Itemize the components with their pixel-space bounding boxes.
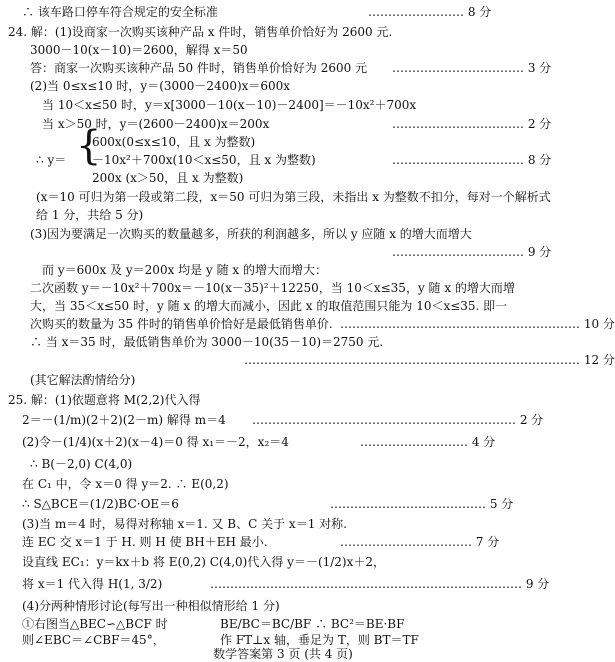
score-9: ………………………………… 5 分 [330,497,514,511]
line-19: (其它解法酌情给分) [30,373,136,387]
line-12: 给 1 分，共给 5 分) [36,208,144,222]
line-11: (x＝10 可归为第一段或第二段，x＝50 可归为第三段，未指出 x 为整数不扣分，每对一个解析式 [36,190,551,204]
line-23: ∴ B(－2,0) C(4,0) [30,457,133,471]
line-26: (3)当 m＝4 时，易得对称轴 x＝1. 又 B、C 关于 x＝1 对称. [22,517,347,531]
line-31: ①右图当△BEC∽△BCF 时 [22,617,168,631]
line-29: 将 x＝1 代入得 H(1, 3/2) [22,577,163,591]
line-4: (2)当 0≤x≤10 时，y＝(3000－2400)x＝600x [30,79,291,93]
line-27: 连 EC 交 x＝1 于 H. 则 H 使 BH＋EH 最小. [22,535,268,549]
score-11: …………………………………………………………………… 9 分 [210,577,550,591]
line-9: －10x²＋700x(10＜x≤50，且 x 为整数) [92,153,316,167]
score-4: …………………………… 9 分 [392,245,552,259]
line-18: ∴ 当 x＝35 时，最低销售单价为 3000－10(35－10)＝2750 元. [30,335,384,349]
line-3: 答：商家一次购买该种产品 50 件时，销售单价恰好为 2600 元 [30,61,368,75]
line-14: 而 y＝600x 及 y＝200x 均是 y 随 x 的增大而增大： [42,263,327,277]
score-5: …………………………………………………… 10 分 [340,317,615,331]
score-10: …………………………… 7 分 [340,535,500,549]
line-7: 600x(0≤x≤10，且 x 为整数) [92,135,256,149]
line-32: 则∠EBC＝∠CBF＝45°， [22,633,165,647]
line-5: 当 10＜x≤50 时，y＝x[3000－10(x－10)－2400]＝－10x²＋700x [42,98,417,112]
line-13: (3)因为要满足一次购买的数量越多，所获的利润越多，所以 y 应随 x 的增大而增大 [30,227,472,241]
line-0: ∴ 该车路口停车符合规定的安全标准 [22,5,218,19]
line-22: (2)令－(1/4)(x＋2)(x－4)＝0 得 x₁＝－2，x₂＝4 [22,435,289,449]
score-6: ………………………………………………………………………… 12 分 [244,353,615,367]
score-0: …………………… 8 分 [368,5,492,19]
score-3: …………………………… 8 分 [392,153,552,167]
piecewise-brace: { [76,123,102,169]
line-21: 2＝－(1/m)(2＋2)(2－m) 解得 m＝4 [22,413,226,427]
line-16: 大，当 35＜x≤50 时，y 随 x 的增大而减小，因此 x 的取值范围只能为 10＜x≤35. 即一 [30,299,508,313]
line-1: 24. 解：(1)设商家一次购买该种产品 x 件时，销售单价恰好为 2600 元. [8,25,393,39]
line-25: ∴ S△BCE＝(1/2)BC·OE＝6 [22,497,179,511]
line-17: 次购买的数量为 35 件时的销售单价恰好是最低销售单价. [30,317,333,331]
score-2: …………………………… 2 分 [392,117,552,131]
line-20: 25. 解：(1)依题意将 M(2,2)代入得 [8,393,201,407]
score-8: ……………………… 4 分 [360,435,496,449]
line-30: (4)分两种情形讨论(每写出一种相似情形给 1 分) [22,599,280,613]
page-footer: 数学答案第 3 页 (共 4 页) [213,647,353,661]
line-10: 200x (x＞50，且 x 为整数) [92,171,244,185]
line-8: ∴ y＝ [36,153,67,167]
line-33: BE/BC＝BC/BF ∴ BC²＝BE·BF [220,617,405,631]
line-2: 3000－10(x－10)＝2600，解得 x＝50 [30,43,248,57]
line-24: 在 C₁ 中，令 x＝0 得 y＝2. ∴ E(0,2) [22,477,229,491]
score-1: …………………………… 3 分 [392,61,552,75]
score-7: ………………………………………………………… 2 分 [252,413,544,427]
line-6: 当 x＞50 时，y＝(2600－2400)x＝200x [42,117,270,131]
line-28: 设直线 EC₁：y＝kx＋b 将 E(0,2) C(4,0)代入得 y＝－(1/2)x＋2， [22,555,386,569]
line-34: 作 FT⊥x 轴，垂足为 T，则 BT＝TF [220,633,419,647]
line-15: 二次函数 y＝－10x²＋700x＝－10(x－35)²＋12250，当 10＜x≤35，y 随 x 的增大而增 [30,281,515,295]
